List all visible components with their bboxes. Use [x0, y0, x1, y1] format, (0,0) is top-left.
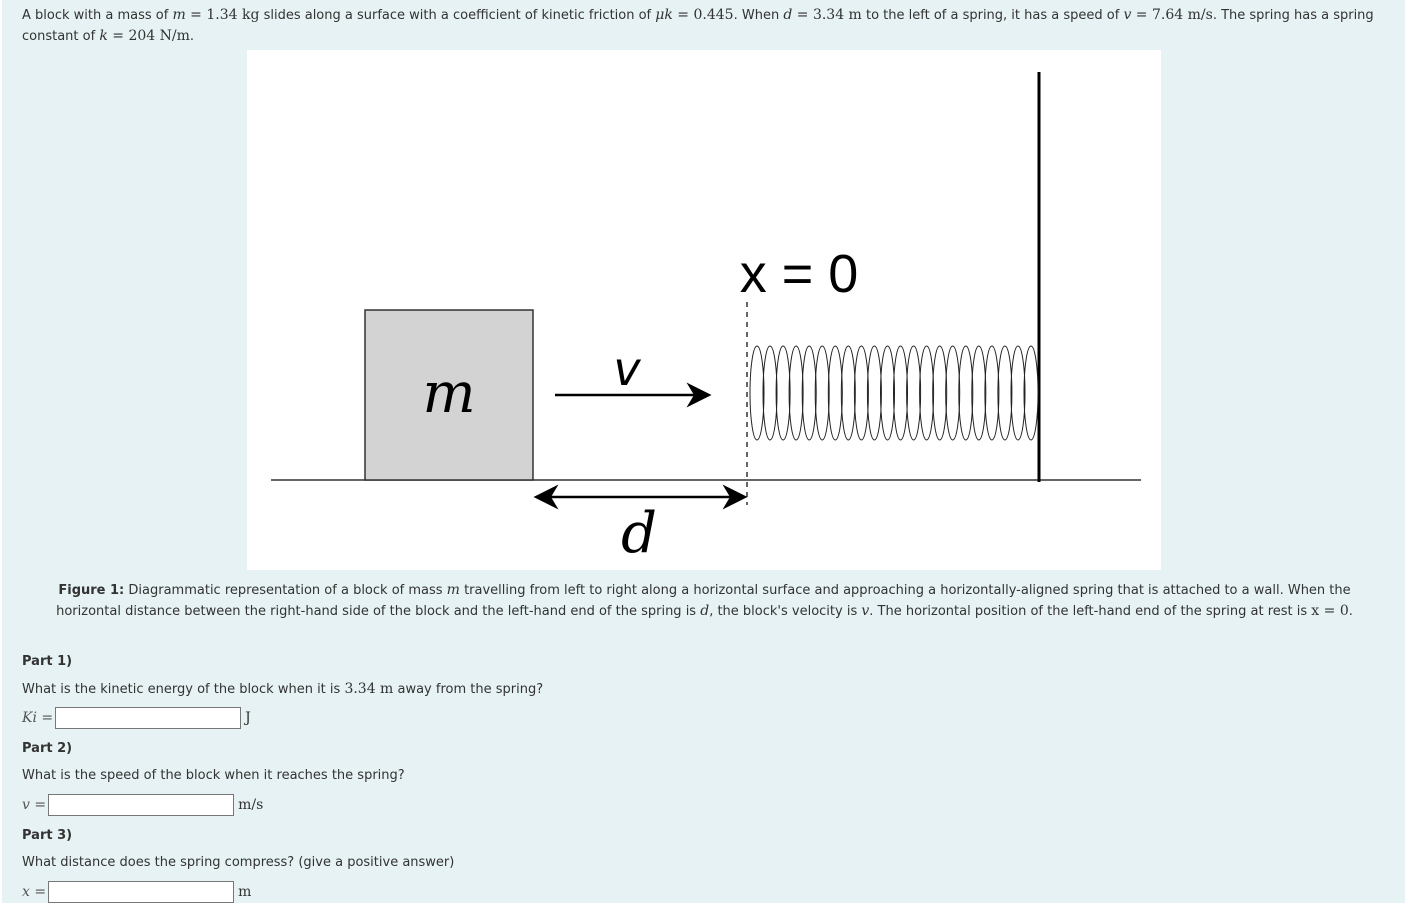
spring-coil — [907, 346, 921, 440]
part-3-answer-row — [22, 879, 251, 905]
part-2-answer-row — [22, 792, 263, 818]
label-equals: = — [36, 710, 54, 726]
spring-coil — [763, 346, 777, 440]
spring-coil — [789, 346, 803, 440]
spring-coil — [998, 346, 1012, 440]
block-spring-diagram — [247, 50, 1161, 570]
speed-symbol: v — [1123, 7, 1132, 23]
compression-unit: m — [238, 884, 252, 900]
caption-text: . — [1348, 604, 1353, 619]
label-symbol: x — [22, 884, 30, 900]
equals-sign: = — [672, 7, 694, 23]
spring-coil — [1011, 346, 1025, 440]
problem-text: . — [189, 29, 194, 44]
spring-coil — [867, 346, 881, 440]
label-symbol: Ki — [22, 710, 37, 726]
spring-coil — [828, 346, 842, 440]
mass-value: 1.34 kg — [206, 7, 260, 23]
spring-constant-symbol: k — [99, 28, 108, 44]
figure-diagram — [247, 50, 1161, 570]
label-equals: = — [29, 797, 47, 813]
part-2-question: What is the speed of the block when it reaches the spring? — [22, 768, 405, 783]
spring-coil — [985, 346, 999, 440]
caption-text: Diagrammatic representation of a block of mass — [124, 583, 447, 598]
caption-text: . The horizontal position of the left-hand end of the spring at rest is — [869, 604, 1312, 619]
part-2-title: Part 2) — [22, 741, 73, 756]
question-text: What is the kinetic energy of the block when it is — [22, 682, 345, 697]
problem-text: A block with a mass of — [22, 8, 173, 23]
block-mass-label: m — [422, 361, 476, 426]
spring-coil — [946, 346, 960, 440]
equals-sign: = — [1131, 7, 1152, 23]
caption-mass-symbol: m — [446, 582, 460, 598]
problem-text: . When — [733, 8, 784, 23]
compression-label — [22, 884, 46, 900]
spring-coil — [894, 346, 908, 440]
problem-page — [2, 0, 1405, 903]
kinetic-energy-input[interactable] — [55, 707, 241, 729]
spring-coil — [1024, 346, 1038, 440]
spring-coil — [972, 346, 986, 440]
caption-position-expr: x = 0 — [1311, 603, 1349, 619]
mass-symbol: m — [172, 7, 186, 23]
friction-value: 0.445 — [693, 7, 734, 23]
speed-label — [22, 797, 46, 813]
part-1-question — [22, 681, 543, 697]
spring-coil — [815, 346, 829, 440]
question-text: away from the spring? — [393, 682, 544, 697]
spring-coil — [802, 346, 816, 440]
spring-coil — [920, 346, 934, 440]
compression-input[interactable] — [48, 881, 234, 903]
caption-distance-symbol: d — [700, 603, 710, 619]
spring-constant-value: 204 N/m — [128, 28, 190, 44]
distance-value: 3.34 m — [812, 7, 862, 23]
spring-coil — [776, 346, 790, 440]
spring-coil — [933, 346, 947, 440]
distance-symbol: d — [783, 7, 793, 23]
caption-text: , the block's velocity is — [709, 604, 862, 619]
part-1-title: Part 1) — [22, 654, 73, 669]
figure-caption — [32, 580, 1377, 622]
problem-statement — [22, 5, 1387, 47]
caption-velocity-symbol: v — [861, 603, 870, 619]
part-1-answer-row — [22, 705, 251, 731]
caption-text: travelling from left to right along a horizontal surface and approaching a horizontally-aligned spring that is attached to a wall. When the horizontal distance between the right-hand side of the block and the left-hand end of the spring is — [56, 583, 1351, 619]
equals-sign: = — [792, 7, 813, 23]
velocity-label: v — [613, 342, 641, 396]
spring-coil — [854, 346, 868, 440]
problem-text: . The spring has a spring constant of — [22, 8, 1374, 44]
origin-label: x = 0 — [739, 244, 859, 304]
problem-text: to the left of a spring, it has a speed of — [861, 8, 1124, 23]
equals-sign: = — [107, 28, 129, 44]
label-symbol: v — [22, 797, 30, 813]
caption-label: Figure 1: — [58, 583, 125, 598]
kinetic-energy-unit: J — [245, 710, 251, 726]
speed-unit: m/s — [238, 797, 264, 813]
speed-input[interactable] — [48, 794, 234, 816]
question-distance-value: 3.34 m — [344, 681, 394, 697]
label-equals: = — [29, 884, 47, 900]
spring-coil — [841, 346, 855, 440]
problem-text: slides along a surface with a coefficient of kinetic friction of — [259, 8, 656, 23]
speed-value: 7.64 m/s — [1152, 7, 1213, 23]
friction-symbol: μk — [655, 7, 673, 23]
spring — [750, 346, 1038, 440]
spring-coil — [750, 346, 764, 440]
spring-coil — [959, 346, 973, 440]
part-3-title: Part 3) — [22, 828, 73, 843]
part-3-question: What distance does the spring compress? (give a positive answer) — [22, 855, 455, 870]
distance-label: d — [621, 501, 657, 566]
spring-coil — [881, 346, 895, 440]
equals-sign: = — [185, 7, 207, 23]
kinetic-energy-label — [22, 710, 53, 726]
